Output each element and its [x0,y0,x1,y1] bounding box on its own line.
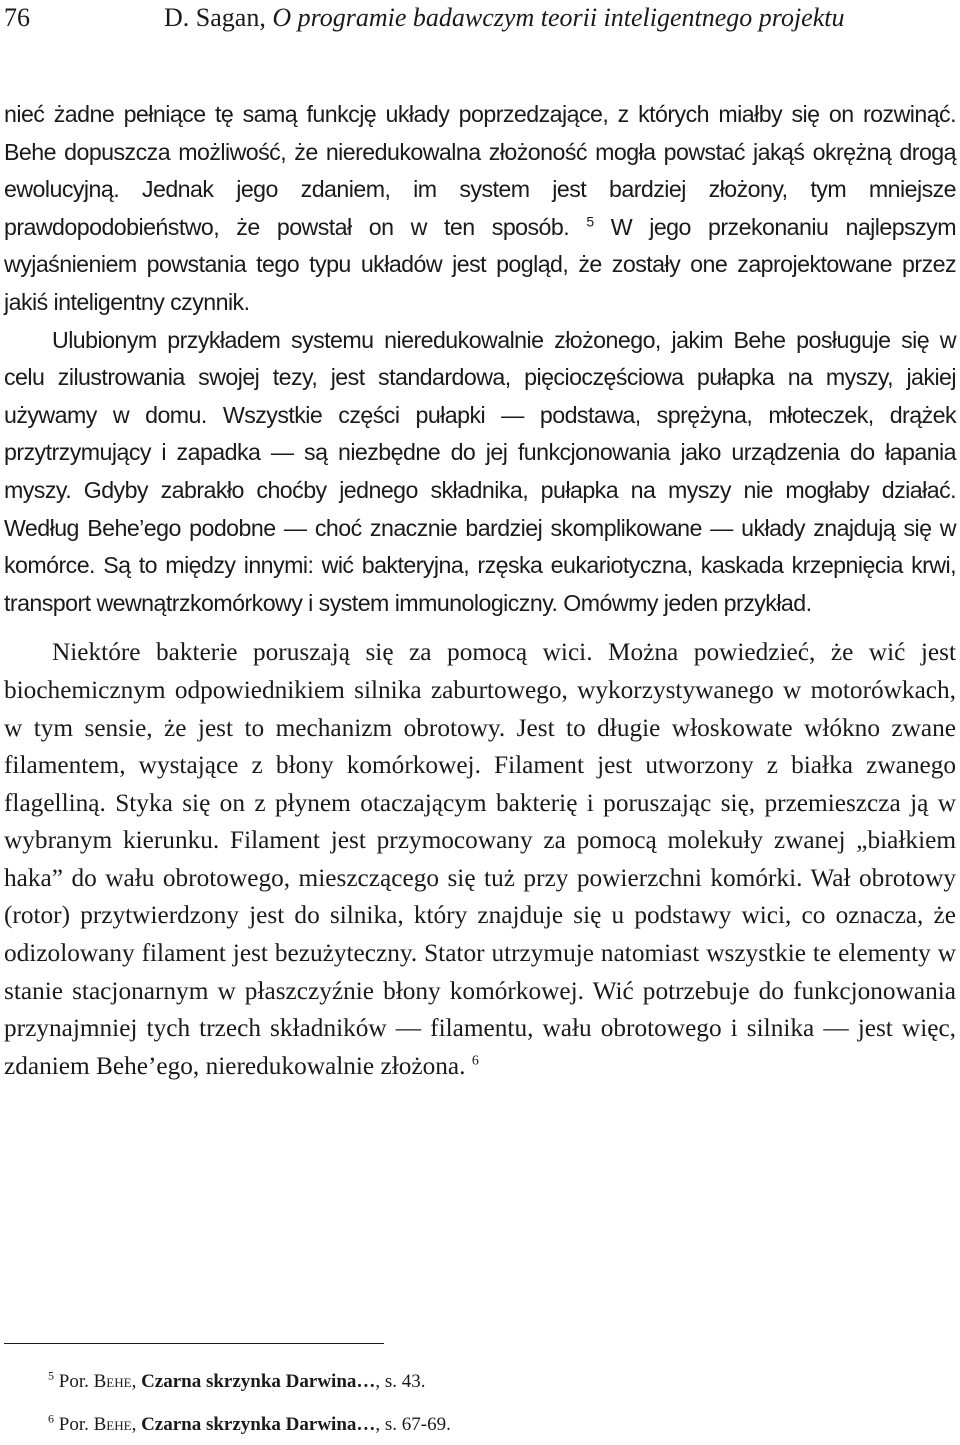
footnote-5: $^5$ Por. Behe, Czarna skrzynka Darwina…, s. 43. [48,1368,426,1392]
running-title [164,0,844,36]
footnote-number: 5 [48,1368,54,1383]
header-title: O programie badawczym teorii inteligentnego projektu [272,3,845,32]
footnote-pages: , s. 43. [375,1371,426,1392]
page-number: 76 [4,3,30,32]
footnote-ref-5[interactable]: 5 [586,213,594,230]
footnote-title: Czarna skrzynka Darwina… [141,1414,376,1435]
footnote-author: Behe [93,1371,132,1392]
paragraph-3 [4,634,956,1085]
footnote-ref-6[interactable]: 6 [471,1053,479,1069]
footnote-pages: , s. 67-69. [375,1414,451,1435]
running-header [4,0,956,40]
body-text [4,96,956,1085]
footnote-title: Czarna skrzynka Darwina… [141,1371,376,1392]
footnote-6: $^6$ Por. Behe, Czarna skrzynka Darwina…, s. 67-69. [48,1411,451,1435]
paragraph-1 [4,96,956,322]
paragraph-3-text: Niektóre bakterie poruszają się za pomocą wici. Można powiedzieć, że wić jest biochemicznym odpowiednikiem silnika zaburtowego, wykorzystywanego w motorówkach, w tym sensie, że jest to mechanizm obrotowy. Jest to długie włoskowate włókno zwane filamentem, wystające z błony komórkowej. Filament jest utworzony z białka zwanego flagelliną. Styka się on z płynem otaczającym bakterię i poruszając się, przemieszcza ją w wybranym kierunku. Filament jest przymocowany za pomocą molekuły zwanej „białkiem haka” do wału obrotowego, mieszczącego się tuż przy powierzchni komórki. Wał obrotowy (rotor) przytwierdzony jest do silnika, który znajduje się u podstawy wici, co oznacza, że odizolowany filament jest bezużyteczny. Stator utrzymuje natomiast wszystkie te elementy w stanie stacjonarnym w płaszczyźnie błony komórkowej. Wić potrzebuje do funkcjonowania przynajmniej tych trzech składników — filamentu, wału obrotowego i silnika — jest więc, zdaniem Behe’ego, nieredukowalnie złożona. [4,638,956,1080]
header-author: D. Sagan, [164,3,266,32]
paragraph-1-text-continued: W jego przekonaniu najlepszym wyjaśnieniem powstania tego typu układów jest pogląd, że zostały one zaprojektowane przez jakiś inteligentny czynnik. [4,213,956,315]
footnote-number: 6 [48,1411,54,1426]
footnote-separator [4,1343,384,1344]
paragraph-1-text: nieć żadne pełniące tę samą funkcję układy poprzedzające, z których miałby się on rozwinąć. Behe dopuszcza możliwość, że nieredukowalna złożoność mogła powstać jakąś okrężną drogą ewolucyjną. Jednak jego zdaniem, im system jest bardziej złożony, tym mniejsze prawdopodobieństwo, że powstał on w ten sposób. [4,101,956,240]
footnote-prefix: Por. [58,1371,89,1392]
paragraph-2: Ulubionym przykładem systemu nieredukowalnie złożonego, jakim Behe posługuje się w celu zilustrowania swojej tezy, jest standardowa, pięcioczęściowa pułapka na myszy, jakiej używamy w domu. Wszystkie części pułapki — podstawa, sprężyna, młoteczek, drążek przytrzymujący i zapadka — są niezbędne do jej funkcjonowania jako urządzenia do łapania myszy. Gdyby zabrakło choćby jednego składnika, pułapka na myszy nie mogłaby działać. Według Behe’ego podobne — choć znacznie bardziej skomplikowane — układy znajdują się w komórce. Są to między innymi: wić bakteryjna, rzęska eukariotyczna, kaskada krzepnięcia krwi, transport wewnątrzkomórkowy i system immunologiczny. Omówmy jeden przykład. [4,326,956,616]
footnote-author: Behe [93,1414,132,1435]
footnote-prefix: Por. [58,1414,89,1435]
